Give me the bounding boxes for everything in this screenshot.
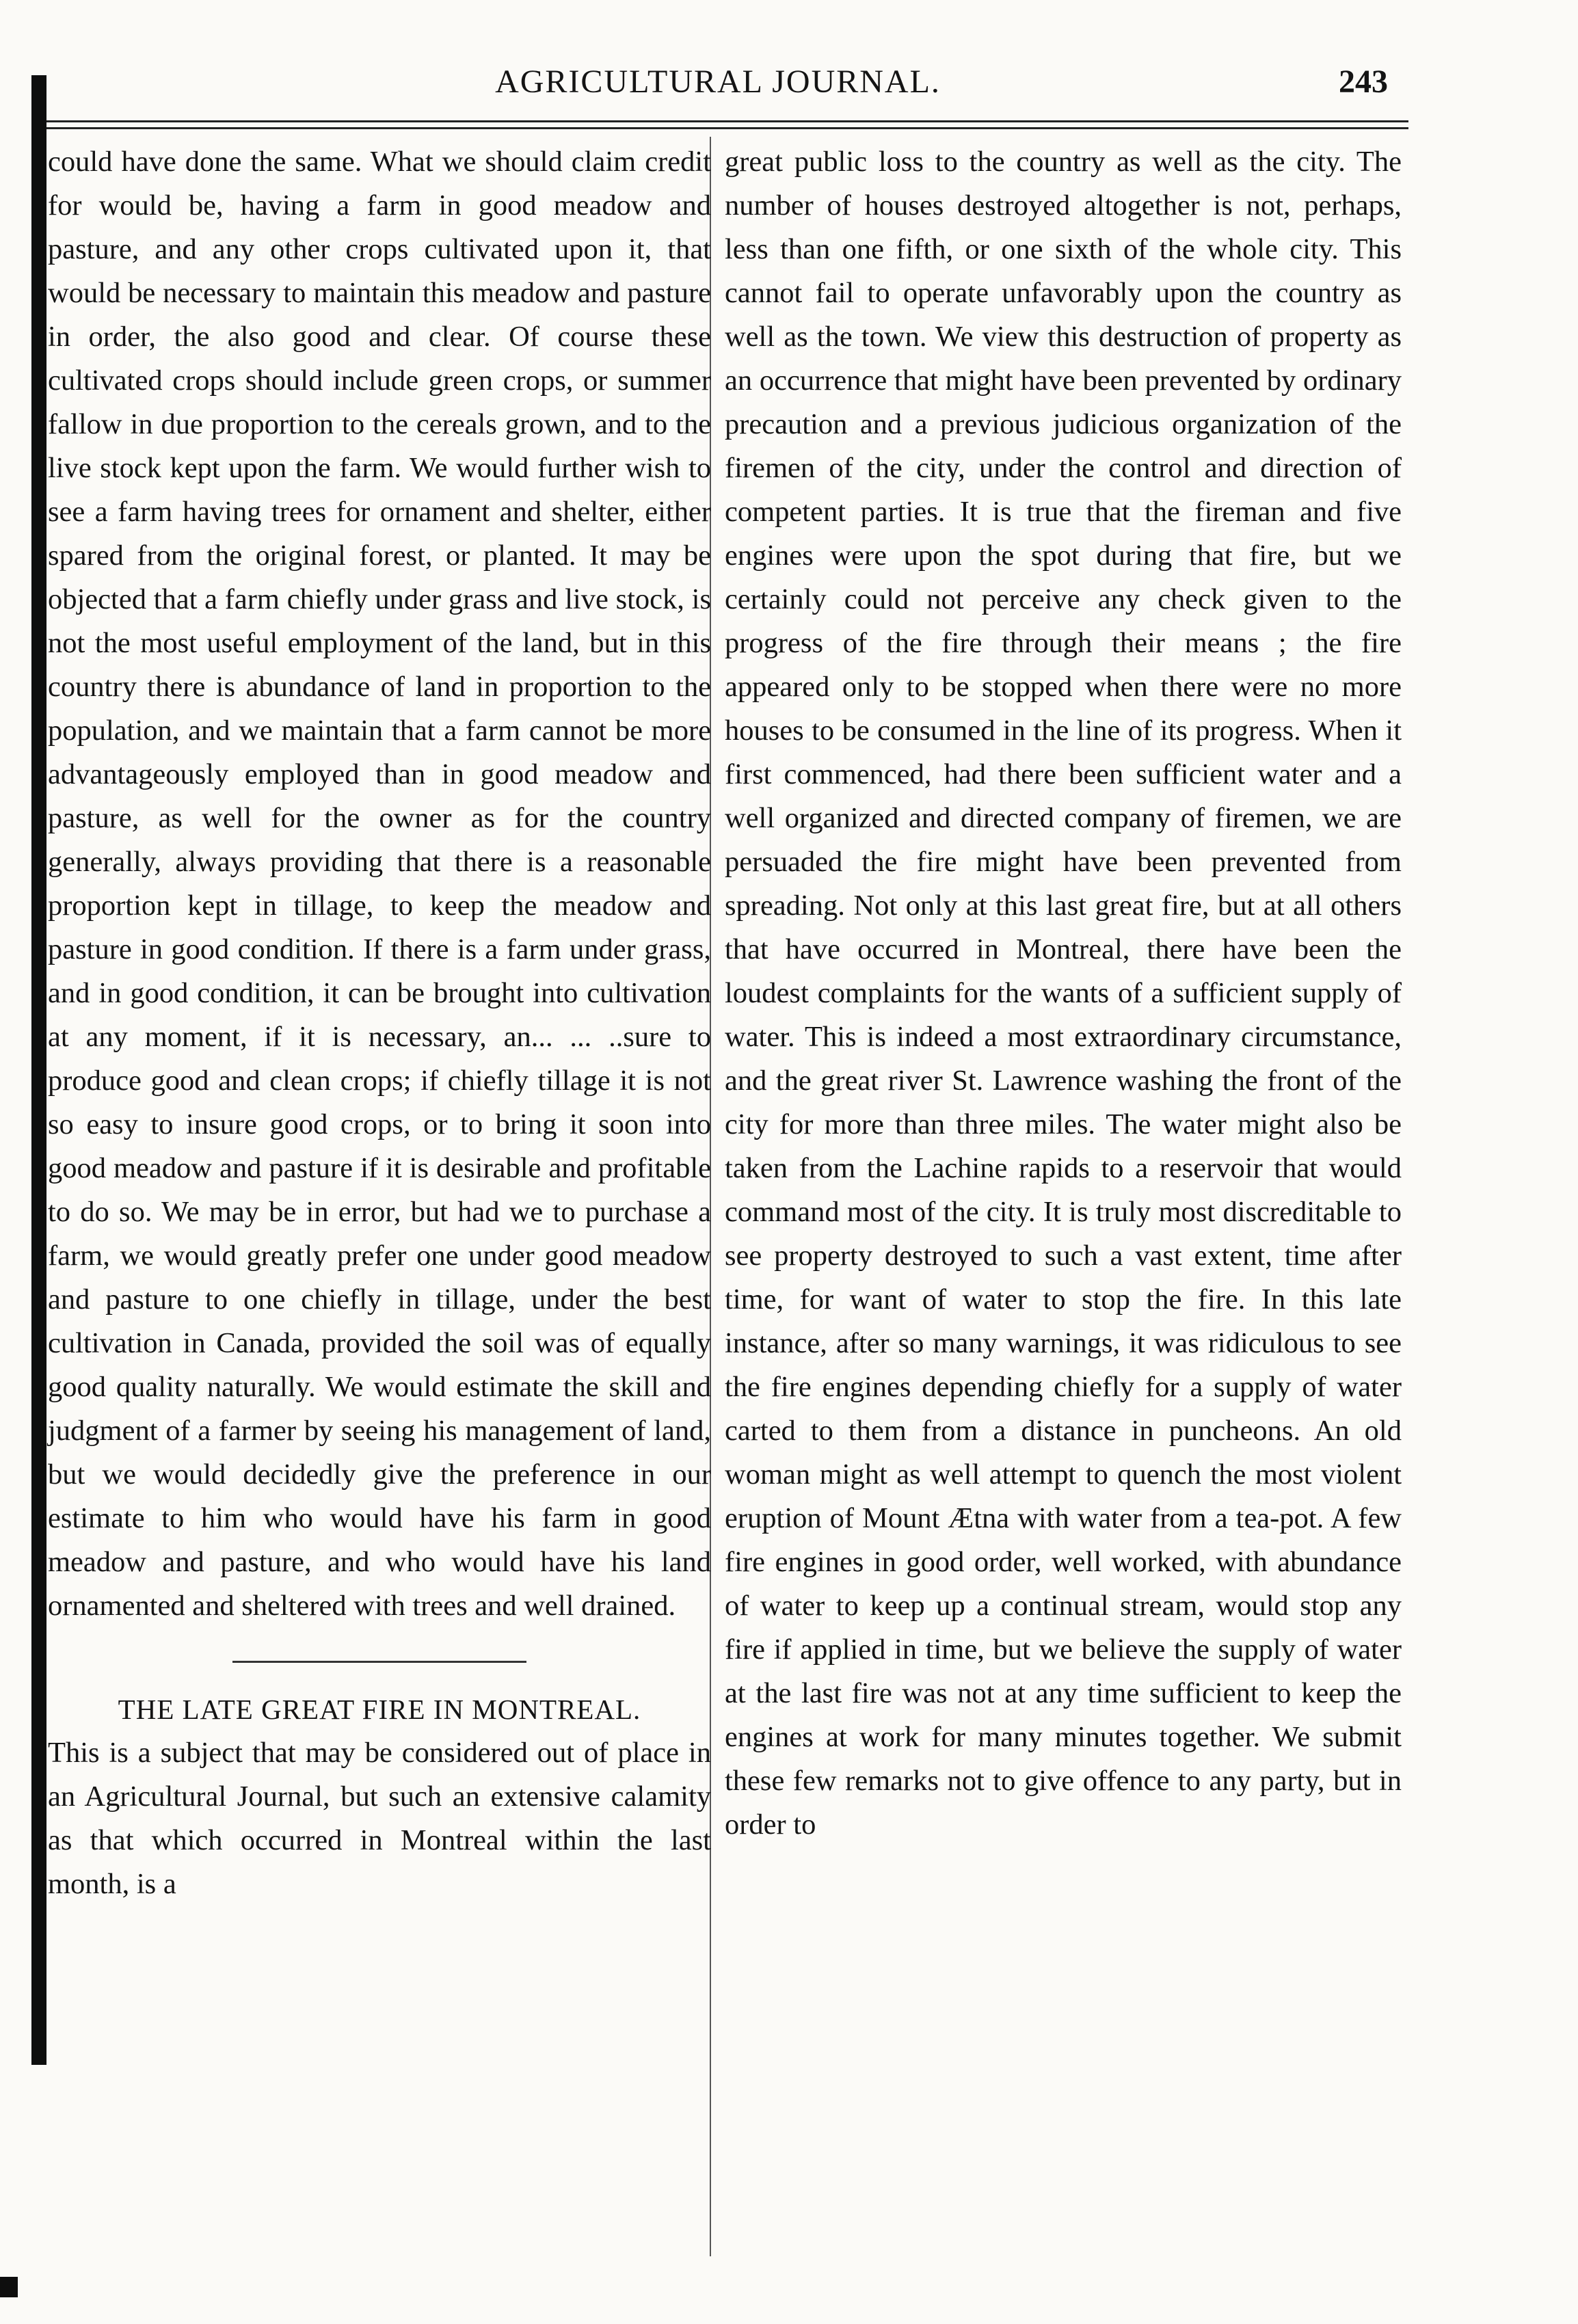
page-number: 243: [1339, 64, 1388, 100]
binding-margin-mark: [0, 2277, 18, 2297]
section-heading: THE LATE GREAT FIRE IN MONTREAL.: [118, 1694, 641, 1725]
right-column: [725, 140, 1402, 1847]
header-rule-bottom: [34, 127, 1408, 129]
article-paragraph: could have done the same. What we should claim credit for would be, having a farm in good meadow and pasture, and any other crops cultivated upon it, that would be necessary to maintain this meadow and pasture in order, the also good and clear. Of course these cultivated crops should include green crops, or summer fallow in due proportion to the cereals grown, and to the live stock kept upon the farm. We would further wish to see a farm having trees for ornament and shelter, either spared from the original forest, or planted. It may be objected that a farm chiefly under grass and live stock, is not the most useful employment of the land, but in this country there is abundance of land in proportion to the population, and we maintain that a farm cannot be more advantageously employed than in good meadow and pasture, as well for the owner as for the country generally, always providing that there is a reasonable proportion kept in tillage, to keep the meadow and pasture in good condition. If there is a farm under grass, and in good condition, it can be brought into cultivation at any moment, if it is necessary, an... ... ..sure to produce good and clean crops; if chiefly tillage it is not so easy to insure good crops, or to bring it soon into good meadow and pasture if it is desirable and profitable to do so. We may be in error, but had we to purchase a farm, we would greatly prefer one under good meadow and pasture to one chiefly in tillage, under the best cultivation in Canada, provided the soil was of equally good quality naturally. We would estimate the skill and judgment of a farmer by seeing his management of land, but we would decidedly give the preference in our estimate to him who would have his farm in good meadow and pasture, and who would have his land ornamented and sheltered with trees and well drained.: [48, 146, 711, 1622]
binding-margin-bar: [31, 75, 46, 2065]
header-rule-top: [34, 120, 1408, 122]
running-title: AGRICULTURAL JOURNAL.: [495, 64, 941, 100]
left-column: [48, 140, 711, 1906]
section-separator: [232, 1661, 526, 1663]
page-header: [27, 63, 1408, 124]
article-paragraph: This is a subject that may be considered out of place in an Agricultural Journal, but such an extensive calamity as that which occurred in Montreal within the last month, is a: [48, 1737, 711, 1900]
article-paragraph: great public loss to the country as well as the city. The number of houses destroyed altogether is not, perhaps, less than one fifth, or one sixth of the whole city. This cannot fail to operate unfavorably upon the country as well as the town. We view this destruction of property as an occurrence that might have been prevented by ordinary precaution and a previous judicious organization of the firemen of the city, under the control and direction of competent parties. It is true that the fireman and five engines were upon the spot during that fire, but we certainly could not perceive any check given to the progress of the fire through their means ; the fire appeared only to be stopped when there were no more houses to be consumed in the line of its progress. When it first commenced, had there been sufficient water and a well organized and directed company of firemen, we are persuaded the fire might have been prevented from spreading. Not only at this last great fire, but at all others that have occurred in Montreal, there have been the loudest complaints for the wants of a sufficient supply of water. This is indeed a most extraordinary circumstance, and the great river St. Lawrence washing the front of the city for more than three miles. The water might also be taken from the Lachine rapids to a reservoir that would command most of the city. It is truly most discreditable to see property destroyed to such a vast extent, time after time, for want of water to stop the fire. In this late instance, after so many warnings, it was ridiculous to see the fire engines depending chiefly for a supply of water carted to them from a distance in puncheons. An old woman might as well attempt to quench the most violent eruption of Mount Ætna with water from a tea-pot. A few fire engines in good order, well worked, with abundance of water to keep up a continual stream, would stop any fire if applied in time, but we believe the supply of water at the last fire was not at any time sufficient to keep the engines at work for many minutes together. We submit these few remarks not to give offence to any party, but in order to: [725, 146, 1402, 1841]
